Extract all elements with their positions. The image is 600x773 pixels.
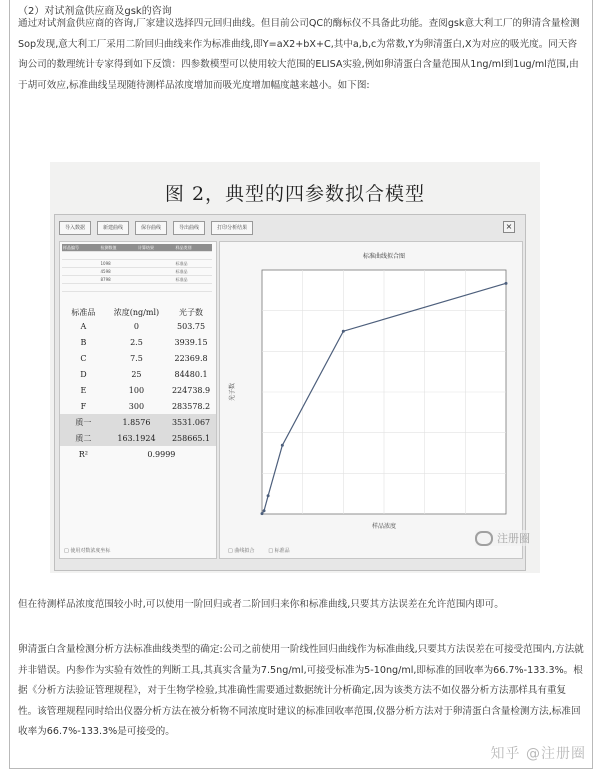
standard-label: C <box>80 353 87 363</box>
r-squared-row <box>60 446 216 462</box>
mini-cell <box>175 284 213 291</box>
standard-photon-count: 3939.15 <box>174 337 208 347</box>
paragraph-narrow-range: 但在待测样品浓度范围较小时,可以使用一阶回归或者二阶回归来你和标准曲线,只要其方法误差在允许范围内即可。 <box>18 599 504 610</box>
mini-cell <box>137 276 175 283</box>
standard-concentration: 163.1924 <box>107 430 166 446</box>
mini-table-row[interactable] <box>62 252 212 260</box>
save-curve-button[interactable]: 保存曲线 <box>135 221 167 235</box>
data-point <box>263 509 266 512</box>
paragraph-curve-determination: 卵清蛋白含量检测分析方法标准曲线类型的确定:公司之前使用一阶线性回归曲线作为标准曲线,只要其方法误差在可接受范围内,方法就并非错误。内参作为实验有效性的判断工具,其真实含量为7.5ng/ml,可接受标准为5-10ng/ml,即标准的回收率为66.7%-133.3%。根据《分析方法验证管理规程》，对于生物学检验,其准确性需要通过数据统计分析确定,因为该类方法不如仪器分析方法那样具有重复性。该管理规程同时给出仪器分析方法在被分析物不同浓度时建议的标准回收率范围,仪器分析方法对于卵清蛋白含量检测方法,标准回收率为66.7%-133.3%是可接受的。 <box>18 644 584 737</box>
standard-concentration: 2.5 <box>130 337 143 347</box>
standard-photon-count: 22369.8 <box>174 353 208 363</box>
standard-concentration: 25 <box>131 369 142 379</box>
chart-footer <box>228 547 290 554</box>
data-point <box>281 444 284 447</box>
standard-photon-count: 503.75 <box>177 321 206 331</box>
standard-concentration: 300 <box>128 401 145 411</box>
mini-cell <box>175 252 213 259</box>
chat-bubble-icon <box>475 531 493 546</box>
standard-label: E <box>80 385 87 395</box>
watermark <box>475 530 530 546</box>
standard-label: F <box>80 401 87 411</box>
data-point <box>505 282 508 285</box>
data-point <box>342 330 345 333</box>
zhihu-watermark: 知乎 @注册圈 <box>490 746 586 762</box>
new-curve-button[interactable]: 新建曲线 <box>97 221 129 235</box>
software-screenshot <box>54 214 526 571</box>
standard-photon-count: 283578.2 <box>171 401 211 411</box>
mini-cell <box>137 252 175 259</box>
mini-cell <box>137 284 175 291</box>
mini-table-row[interactable] <box>62 276 212 284</box>
standard-label: D <box>80 369 87 379</box>
standards-header-cell: 浓度(ng/ml) <box>113 308 160 317</box>
mini-cell <box>100 284 138 291</box>
mini-cell <box>100 252 138 259</box>
standards-header-cell: 标准品 <box>71 308 96 317</box>
mini-cell: 4598 <box>100 269 111 274</box>
chart-panel <box>219 241 523 559</box>
standard-photon-count: 84480.1 <box>174 369 208 379</box>
mini-cell: 1098 <box>100 261 111 266</box>
mini-header-cell: 计算结果 <box>137 244 175 251</box>
standard-photon-count: 258665.1 <box>166 430 216 446</box>
mini-cell: 标准品 <box>175 261 188 266</box>
mini-table-row[interactable] <box>62 284 212 292</box>
standards-row <box>60 398 216 414</box>
section-heading: （2）对试剂盒供应商及gsk的咨询 <box>18 6 172 17</box>
mini-header-cell: 样品类别 <box>175 244 213 251</box>
import-data-button[interactable]: 导入数据 <box>59 221 91 235</box>
mini-cell <box>62 276 100 283</box>
mini-cell: 标准品 <box>175 269 188 274</box>
data-point <box>267 494 270 497</box>
standard-label: 质二 <box>60 430 107 446</box>
standard-concentration: 1.8576 <box>107 414 166 430</box>
curve-fit-checkbox[interactable]: □ 曲线拟合 <box>228 548 255 554</box>
standards-row <box>60 430 216 446</box>
data-point <box>261 512 264 515</box>
standards-row <box>60 334 216 350</box>
standard-label: B <box>80 337 87 347</box>
standards-header-row <box>60 308 216 318</box>
standard-label: 质一 <box>60 414 107 430</box>
sample-mini-table <box>62 244 212 296</box>
r-squared-value: 0.9999 <box>147 449 176 459</box>
y-axis-label: 光子数 <box>229 382 236 402</box>
mini-cell <box>62 268 100 275</box>
log-axis-checkbox[interactable]: □ 使用对数浓度坐标 <box>64 548 111 554</box>
standard-label: A <box>80 321 87 331</box>
standards-row <box>60 350 216 366</box>
mini-cell <box>62 252 100 259</box>
mini-cell <box>137 260 175 267</box>
print-results-button[interactable]: 打印分析结果 <box>211 221 253 235</box>
software-toolbar <box>59 221 253 235</box>
standard-concentration: 0 <box>133 321 139 331</box>
mini-table-row[interactable] <box>62 260 212 268</box>
mini-table-header <box>62 244 212 252</box>
x-axis-label: 样品浓度 <box>371 523 397 530</box>
standard-photon-count: 224738.9 <box>171 385 211 395</box>
standards-row <box>60 414 216 430</box>
standards-header-cell: 光子数 <box>179 308 204 317</box>
paragraph-consultation: 通过对试剂盒供应商的咨询,厂家建议选择四元回归曲线。但目前公司QC的酶标仪不具备此功能。查阅gsk意大利工厂的卵清含量检测Sop发现,意大利工厂采用二阶回归曲线来作为标准曲线,即Y=aX2+bX+C,其中a,b,c为常数,Y为卵清蛋白,X为对应的吸光度。同天咨询公司的数理统计专家得到如下反馈：四参数模型可以使用较大范围的ELISA实验,例如卵清蛋白含量范围从1ng/ml到1ug/ml范围,由于胡可效应,标准曲线呈现随待测样品浓度增加而吸光度增加幅度越来越小。如下图: <box>18 18 580 91</box>
figure-title: 图 2，典型的四参数拟合模型 <box>164 183 426 205</box>
standard-concentration: 100 <box>128 385 145 395</box>
mini-cell: 标准品 <box>175 277 188 282</box>
mini-cell <box>62 284 100 291</box>
mini-cell: 8798 <box>100 277 111 282</box>
standard-photon-count: 3531.067 <box>166 414 216 430</box>
standards-row <box>60 382 216 398</box>
standard-curve-chart <box>220 242 522 542</box>
figure-four-parameter-model <box>50 162 540 573</box>
data-panel <box>59 241 217 559</box>
chart-title: 标准曲线拟合图 <box>362 253 406 260</box>
export-curve-button[interactable]: 导出曲线 <box>173 221 205 235</box>
mini-table-row[interactable] <box>62 268 212 276</box>
standards-row <box>60 366 216 382</box>
mini-header-cell: 样品编号 <box>62 244 100 251</box>
close-icon[interactable]: × <box>503 221 515 233</box>
mini-cell <box>62 260 100 267</box>
watermark-text: 注册圈 <box>497 532 530 545</box>
r-squared-label: R² <box>78 449 89 459</box>
standard-concentration: 7.5 <box>130 353 143 363</box>
mini-cell <box>137 268 175 275</box>
mini-header-cell: 检测数值 <box>100 244 138 251</box>
standards-table <box>60 308 216 462</box>
standards-row <box>60 318 216 334</box>
standards-checkbox[interactable]: □ 标准品 <box>268 548 290 554</box>
